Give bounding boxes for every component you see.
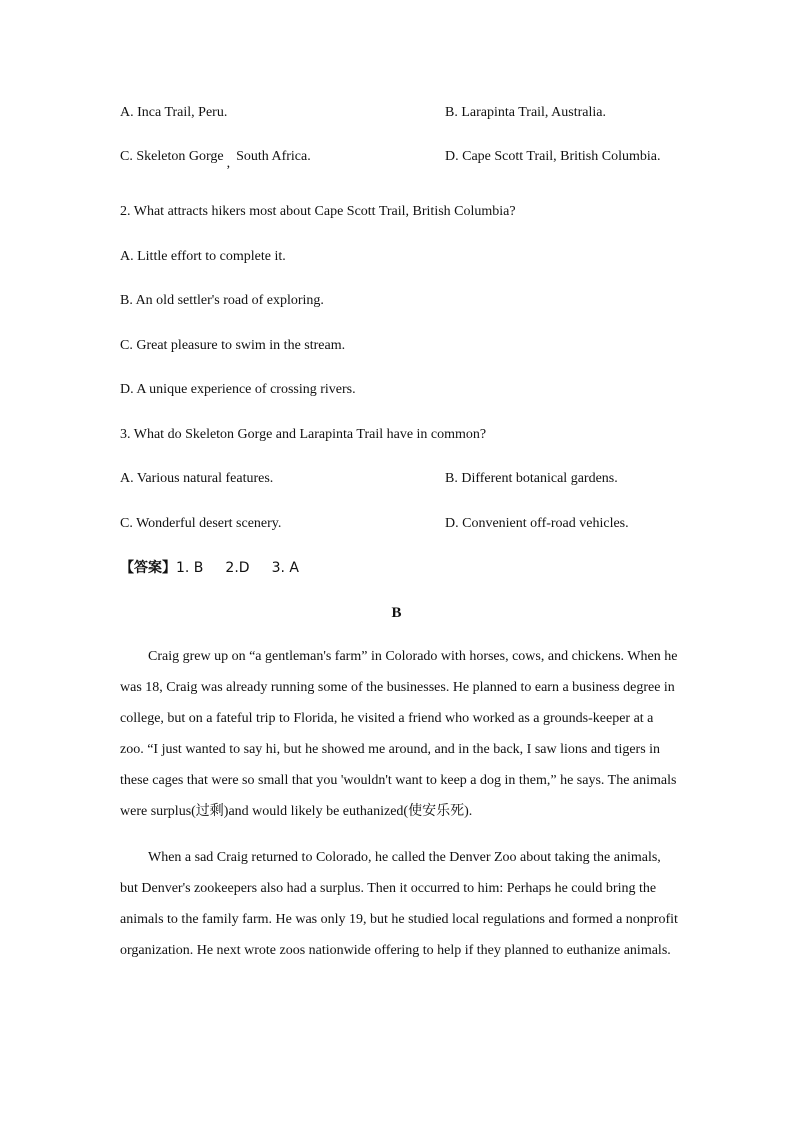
q3-option-c: C. Wonderful desert scenery.: [120, 516, 282, 531]
q1-option-b: B. Larapinta Trail, Australia.: [445, 105, 606, 120]
q1-option-c-country: South Africa.: [236, 149, 311, 164]
q1-option-d: D. Cape Scott Trail, British Columbia.: [445, 149, 661, 164]
section-b-title: B: [391, 605, 402, 621]
answer-3: 3. A: [271, 560, 299, 576]
section-b-paragraph-2: When a sad Craig returned to Colorado, he called the Denver Zoo about taking the animals, but Denver's zookeepers also had a surplus. Then it occurred to him: Perhaps he could bring the animals to the family farm. He was only 19, but he studied local regulations and formed a nonprofit organization. He next wrote zoos nationwide offering to help if they planned to euthanize animals.: [120, 850, 678, 958]
q3-question: 3. What do Skeleton Gorge and Larapinta Trail have in common?: [120, 427, 487, 442]
q2-question: 2. What attracts hikers most about Cape Scott Trail, British Columbia?: [120, 204, 516, 219]
q3-option-b: B. Different botanical gardens.: [445, 471, 618, 486]
q2-option-a: A. Little effort to complete it.: [120, 249, 286, 264]
answer-key: [120, 559, 299, 577]
answer-2: 2.D: [225, 560, 250, 576]
section-b-paragraph-1: Craig grew up on “a gentleman's farm” in Colorado with horses, cows, and chickens. When he was 18, Craig was already running some of the businesses. He planned to earn a business degree in college, but on a fateful trip to Florida, he visited a friend who worked as a grounds-keeper at a zoo. “I just wanted to say hi, but he showed me around, and in the back, I saw lions and tigers in these cages that were so small that you 'wouldn't want to keep a dog in them,” he says. The animals were surplus(过剩)and would likely be euthanized(使安乐死).: [120, 649, 678, 819]
answer-1: 1. B: [176, 560, 204, 576]
q3-option-a: A. Various natural features.: [120, 471, 274, 486]
q1-option-c-place: C. Skeleton Gorge: [120, 149, 224, 164]
q2-option-c: C. Great pleasure to swim in the stream.: [120, 338, 346, 353]
q1-option-c-comma: ,: [226, 156, 231, 171]
q1-option-c: [120, 148, 311, 171]
q1-option-a: A. Inca Trail, Peru.: [120, 105, 228, 120]
answer-key-label: 【答案】: [120, 560, 176, 576]
q2-option-d: D. A unique experience of crossing rivers.: [120, 382, 356, 397]
q2-option-b: B. An old settler's road of exploring.: [120, 293, 324, 308]
q3-option-d: D. Convenient off-road vehicles.: [445, 516, 629, 531]
